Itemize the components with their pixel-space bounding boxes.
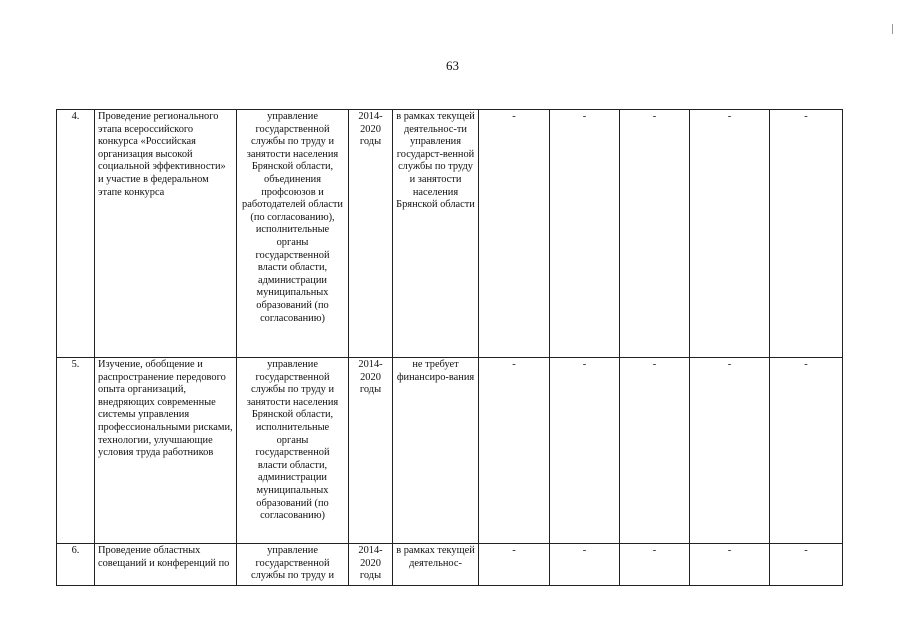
value-cell: - — [550, 358, 620, 544]
value-cell: - — [620, 358, 690, 544]
value-cell: - — [620, 110, 690, 358]
activity-title: Проведение регионального этапа всероссийского конкурса «Российская организация высокой социальной эффективности» и участие в федеральном этапе конкурса — [95, 110, 237, 358]
executors-cell: управление государственной службы по труду и занятости населения Брянской области, объединения профсоюзов и работодателей области (по согласованию), исполнительные органы государственной власти области, администрации муниципальных образований (по согласованию) — [237, 110, 349, 358]
program-activities-table — [56, 109, 843, 586]
funding-source-cell: в рамках текущей деятельнос- — [393, 544, 479, 586]
page-number: 63 — [446, 58, 459, 73]
value-cell: - — [770, 110, 843, 358]
value-cell: - — [479, 544, 550, 586]
executors-cell: управление государственной службы по труду и — [237, 544, 349, 586]
value-cell: - — [550, 544, 620, 586]
value-cell: - — [690, 358, 770, 544]
row-number: 6. — [57, 544, 95, 586]
value-cell: - — [690, 544, 770, 586]
row-number: 5. — [57, 358, 95, 544]
value-cell: - — [479, 110, 550, 358]
table-row — [57, 544, 843, 586]
funding-source-cell: в рамках текущей деятельнос-ти управления государст-венной службы по труду и занятости населения Брянской области — [393, 110, 479, 358]
table-row — [57, 358, 843, 544]
value-cell: - — [479, 358, 550, 544]
value-cell: - — [690, 110, 770, 358]
activity-title: Изучение, обобщение и распространение передового опыта организаций, внедряющих современные системы управления профессиональными рисками, технологии, улучшающие условия труда работников — [95, 358, 237, 544]
period-cell: 2014-2020 годы — [349, 544, 393, 586]
period-cell: 2014-2020 годы — [349, 358, 393, 544]
table-row — [57, 110, 843, 358]
scan-artifact — [892, 24, 893, 34]
value-cell: - — [770, 358, 843, 544]
activity-title: Проведение областных совещаний и конференций по — [95, 544, 237, 586]
value-cell: - — [620, 544, 690, 586]
value-cell: - — [550, 110, 620, 358]
value-cell: - — [770, 544, 843, 586]
funding-source-cell: не требует финансиро-вания — [393, 358, 479, 544]
row-number: 4. — [57, 110, 95, 358]
period-cell: 2014-2020 годы — [349, 110, 393, 358]
executors-cell: управление государственной службы по труду и занятости населения Брянской области, исполнительные органы государственной власти области, администрации муниципальных образований (по согласованию) — [237, 358, 349, 544]
